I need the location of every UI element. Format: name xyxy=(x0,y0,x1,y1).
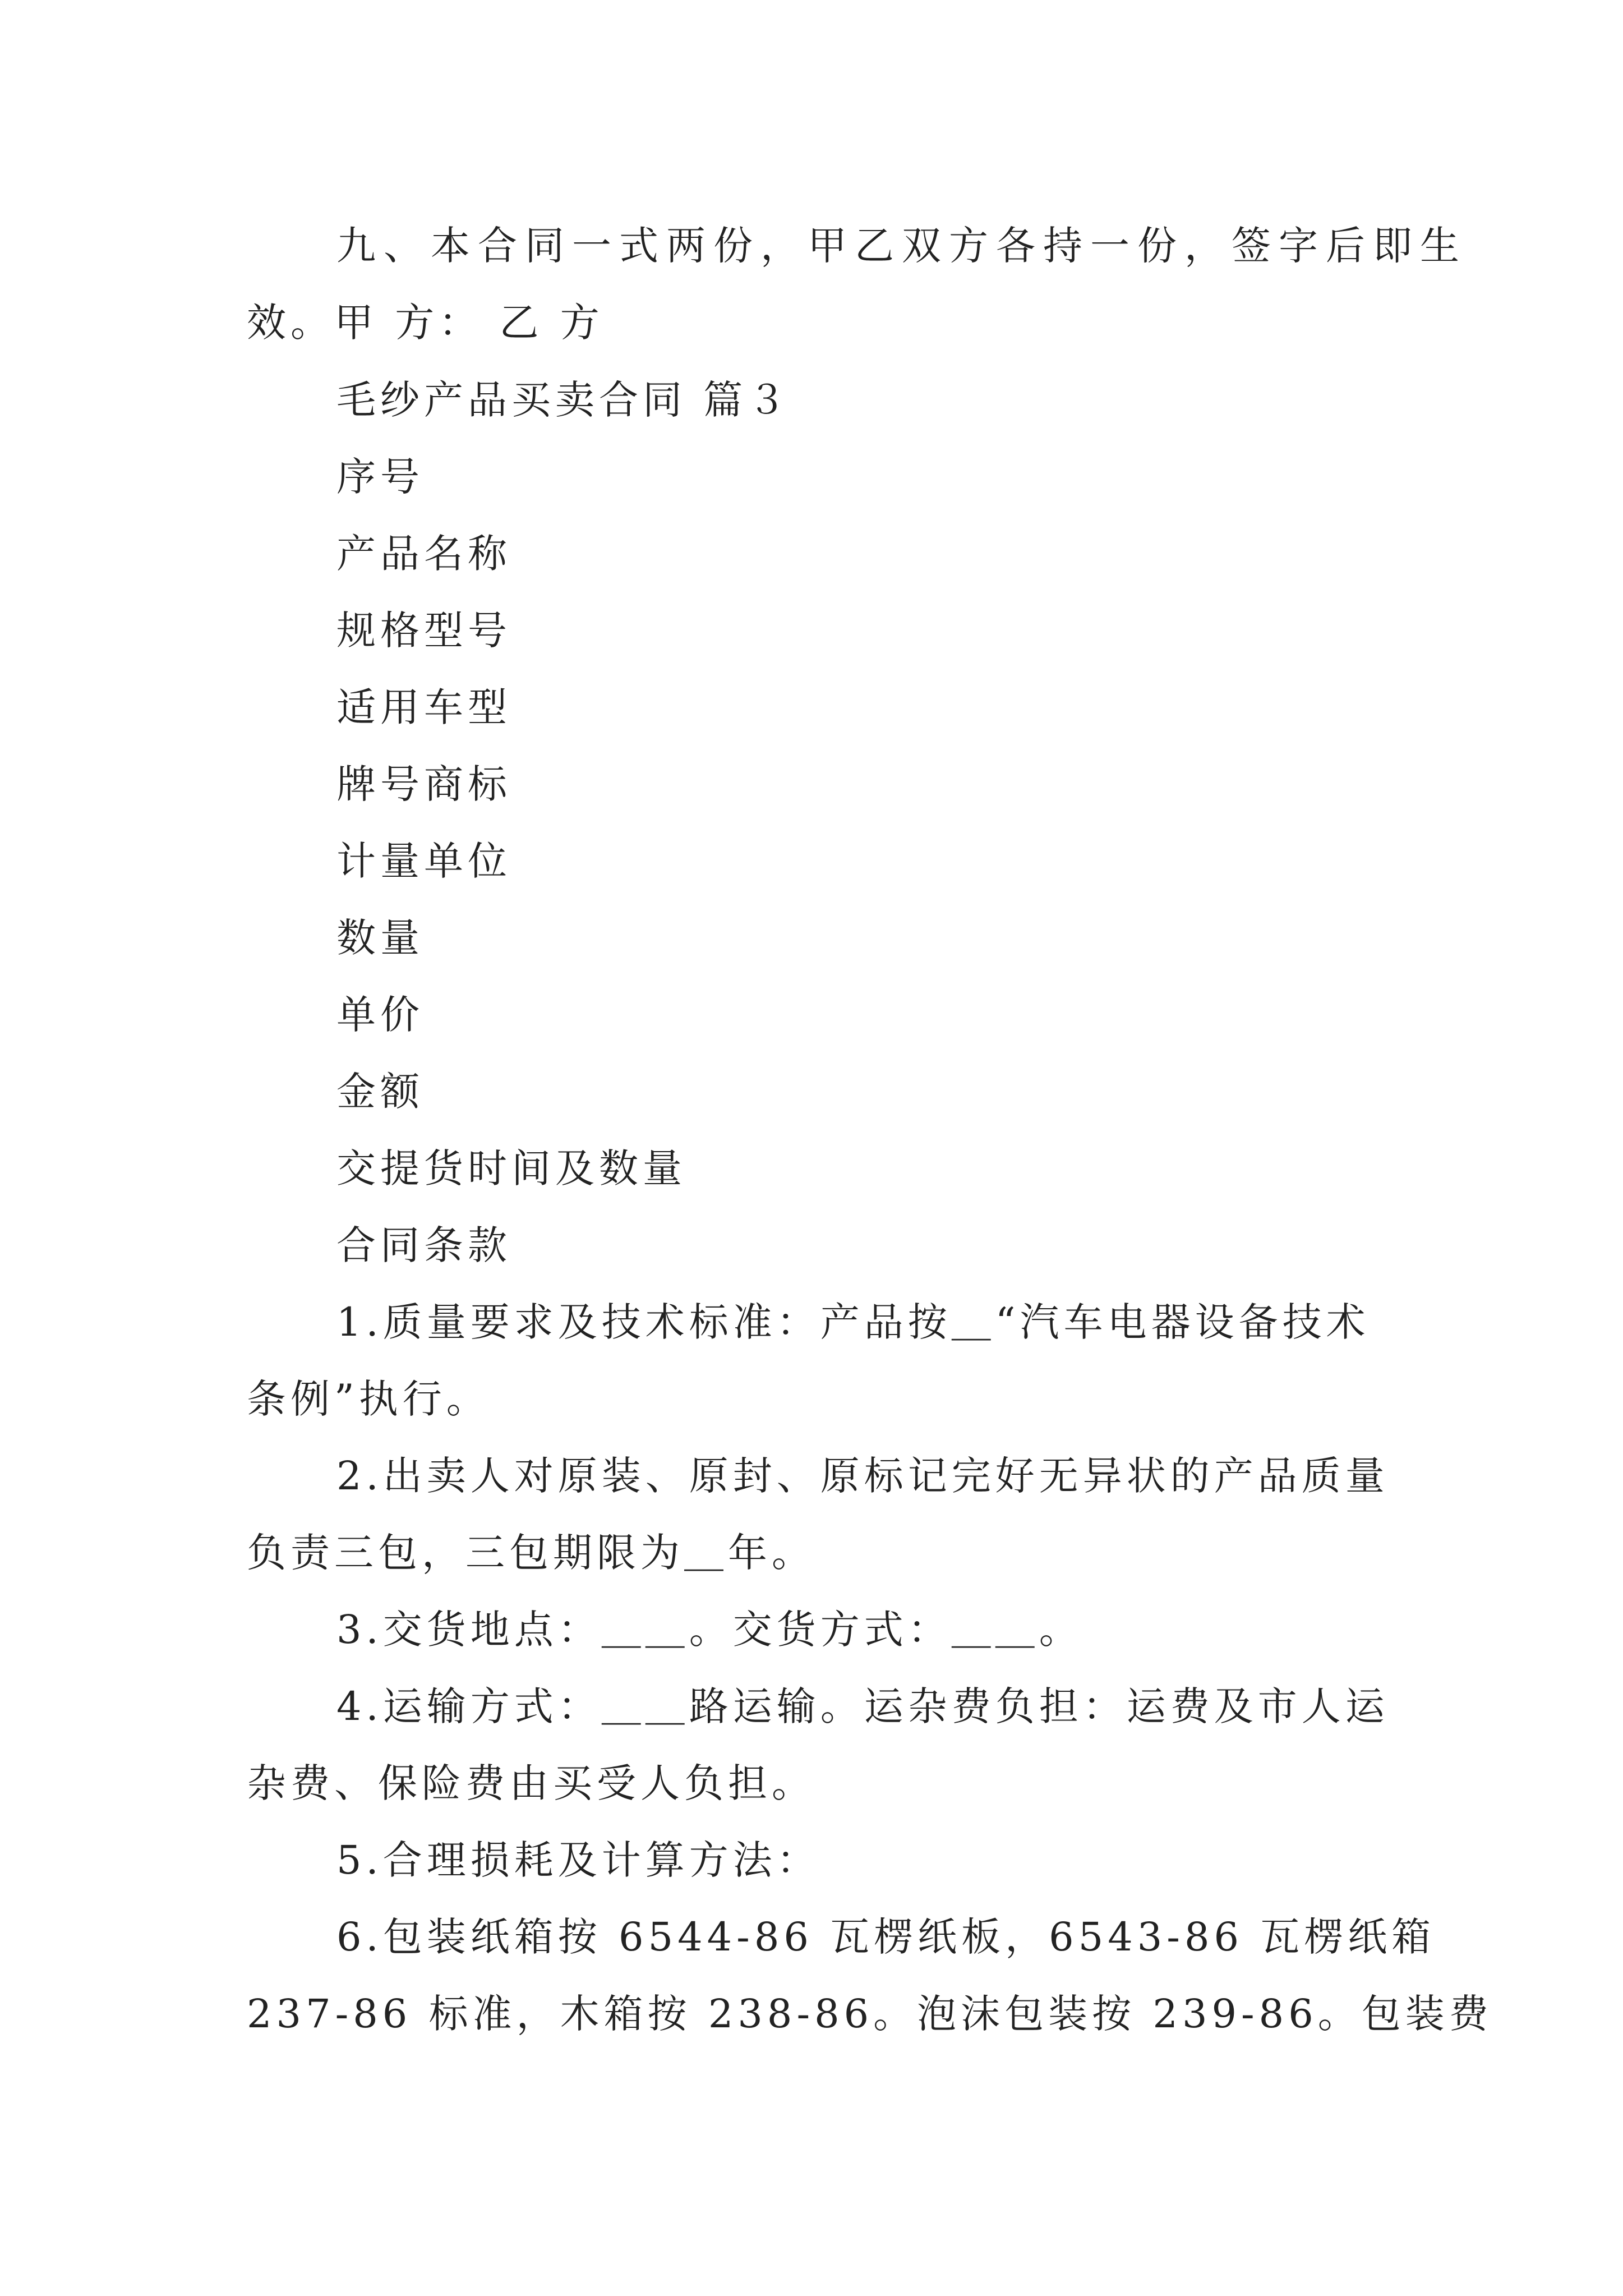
field-product-name: 产品名称 xyxy=(336,531,511,577)
field-unit: 计量单位 xyxy=(336,838,511,884)
field-unit-price: 单价 xyxy=(336,992,424,1038)
clause-1-line-2: 条例”执行。 xyxy=(247,1376,490,1422)
field-vehicle-type: 适用车型 xyxy=(336,684,511,730)
clause-2-line-2: 负责三包，三包期限为＿年。 xyxy=(247,1530,815,1576)
field-model: 规格型号 xyxy=(336,608,511,654)
field-quantity: 数量 xyxy=(336,915,424,961)
clause-1-line-1: 1.质量要求及技术标准：产品按＿“汽车电器设备技术 xyxy=(336,1299,1370,1345)
section-title: 毛纱产品买卖合同 篇３ xyxy=(336,377,791,423)
field-amount: 金额 xyxy=(336,1069,424,1115)
field-delivery-time: 交提货时间及数量 xyxy=(336,1145,686,1191)
contract-terms-heading: 合同条款 xyxy=(336,1222,511,1268)
clause-6-line-2: 237-86 标准，木箱按 238-86。泡沫包装按 239-86。包装费 xyxy=(247,1991,1493,2037)
clause-3: 3.交货地点：＿＿。交货方式：＿＿。 xyxy=(336,1607,1083,1653)
clause-9-line-2: 效。甲 方： 乙 方 xyxy=(247,300,604,346)
clause-5: 5.合理损耗及计算方法： xyxy=(336,1837,820,1883)
clause-4-line-1: 4.运输方式：＿＿路运输。运杂费负担：运费及市人运 xyxy=(336,1683,1389,1729)
clause-2-line-1: 2.出卖人对原装、原封、原标记完好无异状的产品质量 xyxy=(336,1453,1389,1499)
field-serial-number: 序号 xyxy=(336,454,424,500)
clause-6-line-1: 6.包装纸箱按 6544-86 瓦楞纸板，6543-86 瓦楞纸箱 xyxy=(336,1914,1436,1960)
clause-4-line-2: 杂费、保险费由买受人负担。 xyxy=(247,1760,815,1806)
clause-9-line-1: 九、本合同一式两份，甲乙双方各持一份，签字后即生 xyxy=(336,223,1467,269)
field-brand: 牌号商标 xyxy=(336,761,511,807)
